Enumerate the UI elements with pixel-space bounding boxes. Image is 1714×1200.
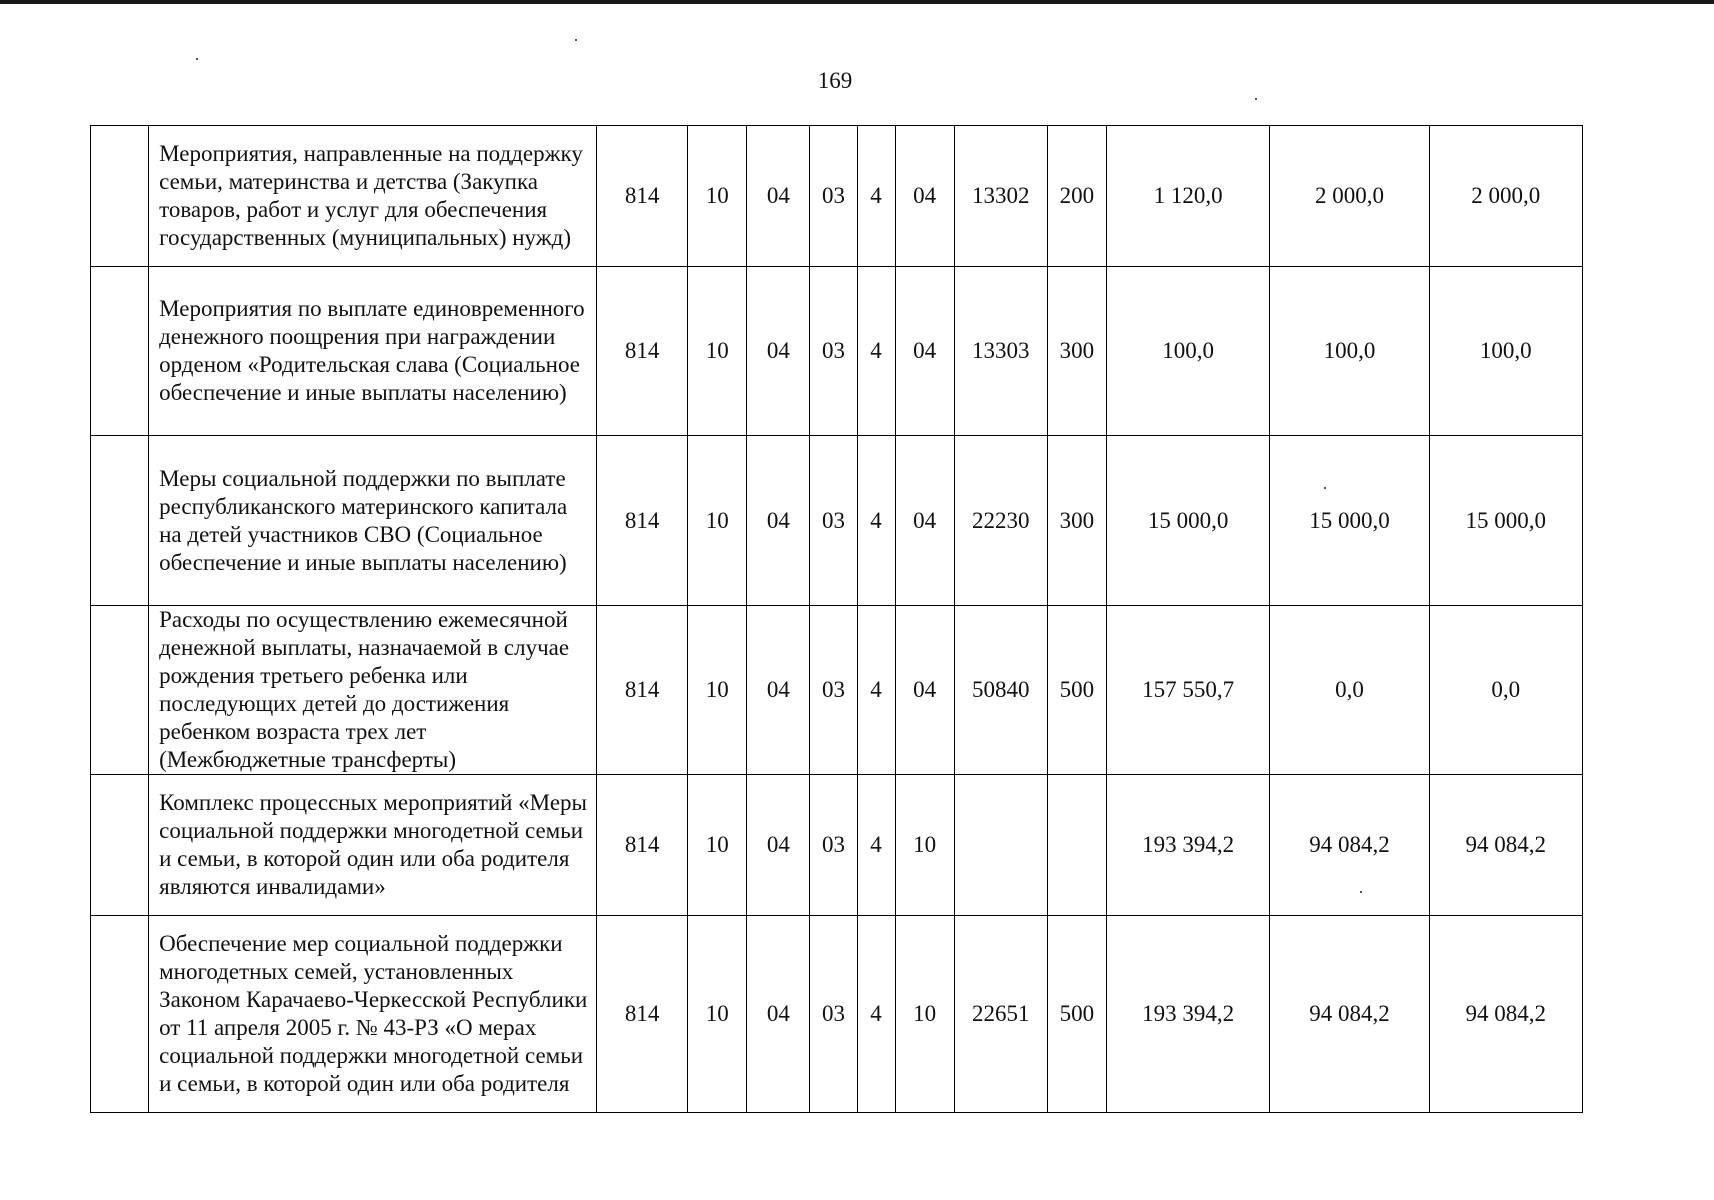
amount-year-2: 94 084,2 [1270, 775, 1429, 916]
amount-year-1: 157 550,7 [1106, 606, 1269, 775]
budget-table [90, 125, 1583, 1113]
row-description: Мероприятия, направленные на поддержку семьи, материнства и детства (Закупка товаров, работ и услуг для обеспечения государственных (муниципальных) нужд) [149, 126, 597, 267]
amount-year-2: 2 000,0 [1270, 126, 1429, 267]
code-subsection: 04 [747, 126, 810, 267]
row-number-cell [91, 126, 149, 267]
scan-speck [575, 39, 577, 41]
scan-speck [1360, 891, 1362, 893]
code-subprogram: 04 [895, 606, 954, 775]
amount-year-1: 100,0 [1106, 267, 1269, 436]
row-number-cell [91, 775, 149, 916]
table-row [91, 126, 1583, 267]
code-section: 10 [688, 267, 747, 436]
row-description: Обеспечение мер социальной поддержки многодетных семей, установленных Законом Карачаево-Черкесской Республики от 11 апреля 2005 г. № 43-РЗ «О мерах социальной поддержки многодетной семьи и семьи, в которой один или оба родителя [149, 916, 597, 1113]
code-subsection: 04 [747, 606, 810, 775]
code-expense-type: 200 [1047, 126, 1106, 267]
code-direction: 13303 [954, 267, 1047, 436]
code-program-type: 4 [857, 606, 895, 775]
code-ministry: 814 [597, 126, 688, 267]
row-description: Комплекс процессных мероприятий «Меры социальной поддержки многодетной семьи и семьи, в которой один или оба родителя являются инвалидами» [149, 775, 597, 916]
code-subprogram: 10 [895, 775, 954, 916]
table-row [91, 775, 1583, 916]
table-row [91, 606, 1583, 775]
code-program: 03 [810, 916, 857, 1113]
code-ministry: 814 [597, 916, 688, 1113]
code-subprogram: 04 [895, 126, 954, 267]
code-program-type: 4 [857, 775, 895, 916]
amount-year-1: 15 000,0 [1106, 436, 1269, 606]
code-ministry: 814 [597, 267, 688, 436]
code-subprogram: 04 [895, 267, 954, 436]
code-ministry: 814 [597, 606, 688, 775]
row-number-cell [91, 606, 149, 775]
amount-year-2: 100,0 [1270, 267, 1429, 436]
page-number: 169 [817, 68, 853, 93]
amount-year-1: 193 394,2 [1106, 916, 1269, 1113]
code-direction [954, 775, 1047, 916]
code-program: 03 [810, 775, 857, 916]
code-program: 03 [810, 126, 857, 267]
amount-year-3: 0,0 [1429, 606, 1582, 775]
code-direction: 13302 [954, 126, 1047, 267]
code-program: 03 [810, 436, 857, 606]
row-description: Расходы по осуществлению ежемесячной денежной выплаты, назначаемой в случае рождения третьего ребенка или последующих детей до достижения ребенком возраста трех лет (Межбюджетные трансферты) [149, 606, 597, 775]
code-expense-type: 300 [1047, 436, 1106, 606]
table-row [91, 916, 1583, 1113]
row-number-cell [91, 916, 149, 1113]
code-direction: 22230 [954, 436, 1047, 606]
code-section: 10 [688, 775, 747, 916]
amount-year-3: 94 084,2 [1429, 775, 1582, 916]
table-row [91, 436, 1583, 606]
code-subsection: 04 [747, 916, 810, 1113]
code-direction: 50840 [954, 606, 1047, 775]
amount-year-2: 15 000,0 [1270, 436, 1429, 606]
row-number-cell [91, 436, 149, 606]
row-number-cell [91, 267, 149, 436]
scan-speck [1324, 487, 1326, 489]
code-program-type: 4 [857, 126, 895, 267]
code-program: 03 [810, 606, 857, 775]
code-program-type: 4 [857, 436, 895, 606]
amount-year-2: 94 084,2 [1270, 916, 1429, 1113]
code-section: 10 [688, 436, 747, 606]
scan-speck [1255, 98, 1257, 100]
code-expense-type: 500 [1047, 916, 1106, 1113]
code-program-type: 4 [857, 267, 895, 436]
code-expense-type: 300 [1047, 267, 1106, 436]
code-subprogram: 04 [895, 436, 954, 606]
amount-year-1: 1 120,0 [1106, 126, 1269, 267]
code-expense-type: 500 [1047, 606, 1106, 775]
scan-speck [196, 58, 198, 60]
amount-year-3: 2 000,0 [1429, 126, 1582, 267]
amount-year-3: 94 084,2 [1429, 916, 1582, 1113]
code-subprogram: 10 [895, 916, 954, 1113]
page-top-edge [0, 0, 1714, 4]
amount-year-2: 0,0 [1270, 606, 1429, 775]
amount-year-3: 100,0 [1429, 267, 1582, 436]
row-description: Мероприятия по выплате единовременного денежного поощрения при награждении орденом «Родительская слава (Социальное обеспечение и иные выплаты населению) [149, 267, 597, 436]
code-program-type: 4 [857, 916, 895, 1113]
table-row [91, 267, 1583, 436]
code-section: 10 [688, 916, 747, 1113]
code-expense-type [1047, 775, 1106, 916]
code-subsection: 04 [747, 775, 810, 916]
code-direction: 22651 [954, 916, 1047, 1113]
code-program: 03 [810, 267, 857, 436]
code-ministry: 814 [597, 775, 688, 916]
code-section: 10 [688, 606, 747, 775]
amount-year-3: 15 000,0 [1429, 436, 1582, 606]
amount-year-1: 193 394,2 [1106, 775, 1269, 916]
code-section: 10 [688, 126, 747, 267]
row-description: Меры социальной поддержки по выплате республиканского материнского капитала на детей участников СВО (Социальное обеспечение и иные выплаты населению) [149, 436, 597, 606]
code-ministry: 814 [597, 436, 688, 606]
code-subsection: 04 [747, 436, 810, 606]
code-subsection: 04 [747, 267, 810, 436]
